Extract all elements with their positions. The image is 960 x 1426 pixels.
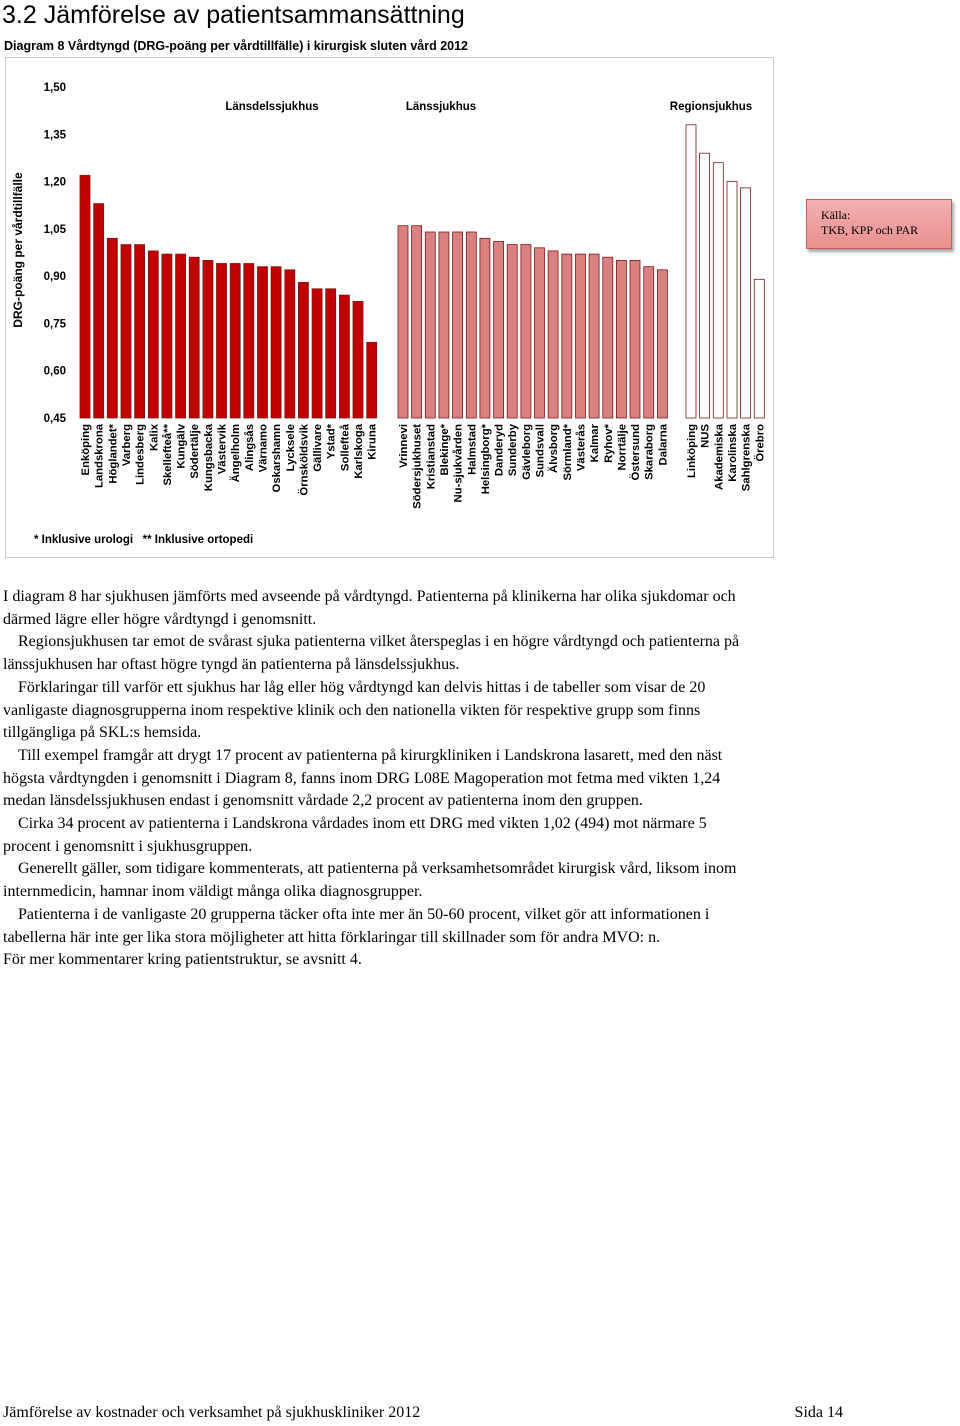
x-tick-label: Kiruna [366, 424, 379, 460]
x-tick-label: Kungälv [175, 424, 188, 469]
bar [107, 238, 117, 418]
x-tick-label: Karlskoga [353, 424, 365, 479]
x-tick-label: Örebro [754, 424, 767, 462]
y-tick-label: 0,60 [43, 365, 66, 378]
bar [521, 245, 531, 418]
x-tick-label: Oskarshamn [271, 424, 284, 493]
bar [700, 153, 710, 418]
bar [312, 289, 322, 418]
bar [576, 254, 586, 418]
y-tick-label: 1,35 [43, 129, 66, 142]
bar [727, 182, 737, 418]
x-tick-label: Lindesberg [134, 424, 147, 485]
bar [630, 260, 640, 418]
bar [507, 245, 517, 418]
bar [741, 188, 751, 418]
bar [453, 232, 463, 418]
x-tick-label: Kungsbacka [202, 424, 215, 492]
x-tick-label: NUS [699, 424, 712, 448]
x-tick-label: Gällivare [312, 424, 325, 472]
x-tick-label: Lycksele [284, 424, 297, 472]
bar [425, 232, 435, 418]
page-number: Sida 14 [794, 1404, 843, 1421]
x-tick-label: Värnamo [257, 424, 270, 473]
bar [367, 342, 377, 418]
group-label: Länsdelssjukhus [225, 101, 319, 113]
bar [686, 125, 696, 418]
footer-title: Jämförelse av kostnader och verksamhet på sjukhuskliniker 2012 [3, 1404, 421, 1421]
x-tick-label: Örnsköldsvik [298, 424, 311, 496]
x-tick-label: Västerås [575, 424, 588, 472]
x-tick-label: Nu-sjukvården [452, 424, 465, 503]
group-label: Länssjukhus [405, 101, 477, 113]
x-tick-label: Södertälje [189, 424, 202, 479]
x-tick-label: Sörmland* [561, 424, 574, 481]
x-tick-label: Sahlgrenska [740, 424, 753, 492]
x-tick-label: Ystad* [325, 424, 338, 460]
bar [644, 267, 654, 418]
x-tick-label: Sundsvall [534, 424, 547, 478]
x-tick-label: Ängelholm [230, 424, 243, 483]
y-tick-label: 1,50 [43, 82, 66, 94]
bar [135, 245, 145, 418]
bar [548, 251, 558, 418]
x-tick-label: Södersjukhuset [411, 424, 424, 509]
bar [189, 257, 199, 418]
bar [271, 267, 281, 418]
x-tick-label: Vrinnevi [398, 424, 410, 468]
source-label: Källa: [821, 208, 851, 222]
x-tick-label: Blekinge* [438, 424, 451, 476]
bar [398, 226, 408, 418]
y-tick-label: 0,75 [43, 318, 66, 331]
bar [603, 257, 613, 418]
bar [353, 301, 363, 418]
section-heading: 3.2 Jämförelse av patientsammansättning [2, 1, 465, 29]
x-tick-label: Dalarna [657, 424, 670, 466]
x-tick-label: Östersund [630, 424, 642, 481]
body-paragraph: För mer kommentarer kring patientstruktur, se avsnitt 4. [3, 951, 362, 969]
group-label: Regionsjukhus [669, 101, 753, 113]
y-tick-label: 1,05 [43, 223, 66, 236]
x-tick-label: Kalmar [589, 424, 602, 463]
bar [657, 270, 667, 418]
bar [176, 254, 186, 418]
x-tick-label: Akademiska [713, 424, 726, 490]
x-tick-label: Varberg [120, 424, 133, 467]
x-tick-label: Älvsborg [548, 424, 561, 473]
bar [439, 232, 449, 418]
bar-chart [0, 0, 960, 570]
x-tick-label: Enköping [80, 424, 92, 476]
bar [162, 254, 172, 418]
bar [480, 238, 490, 418]
body-paragraph: Generellt gäller, som tidigare kommenterats, att patienterna på verksamhetsområdet kirurgisk vård, liksom inom internmedicin, hamnar inom väldigt många olika diagnosgrupper. [3, 860, 737, 901]
x-tick-label: Skellefteå** [161, 424, 174, 486]
x-tick-label: Linköping [686, 424, 698, 478]
x-tick-label: Sollefteå [339, 424, 352, 472]
body-paragraph: Cirka 34 procent av patienterna i Landskrona vårdades inom ett DRG med vikten 1,02 (494) mot närmare 5 procent i genomsnitt i sjukhusgruppen. [3, 815, 707, 855]
bar [203, 260, 213, 418]
x-tick-label: Landskrona [93, 424, 106, 489]
x-tick-label: Karolinska [727, 424, 739, 482]
body-paragraph: Regionsjukhusen tar emot de svårast sjuka patienterna vilket återspeglas i en högre vårdtyngd och patienterna på länssjukhusen har oftast högre tyngd än patienterna på länsdelssjukhus. [3, 633, 740, 674]
x-tick-label: Ryhov* [602, 424, 615, 463]
x-tick-label: Höglandet* [107, 424, 120, 484]
bar [258, 267, 268, 418]
chart-title: Diagram 8 Vårdtyngd (DRG-poäng per vårdtillfälle) i kirurgisk sluten vård 2012 [4, 39, 469, 53]
bar [466, 232, 476, 418]
bar [494, 242, 504, 419]
bar [339, 295, 349, 418]
bar [589, 254, 599, 418]
bar [285, 270, 295, 418]
body-paragraph: I diagram 8 har sjukhusen jämförts med avseende på vårdtyngd. Patienterna på klinikerna har olika sjukdomar och därmed lägre eller högre vårdtyngd i genomsnitt. [3, 588, 736, 628]
body-paragraph: Till exempel framgår att drygt 17 procent av patienterna på kirurgkliniken i Landskrona lasarett, med den näst högsta vårdtyngden i genomsnitt i Diagram 8, fanns inom DRG L08E Magoperation mot fetma med vikten 1,24 medan länsdelssjukhusen endast i genomsnitt vårdade 2,2 procent av patienterna inom den gruppen. [3, 746, 723, 810]
x-tick-label: Gävleborg [520, 424, 533, 480]
chart-footnote: * Inklusive urologi ** Inklusive ortopedi [34, 534, 254, 546]
bar [94, 204, 104, 418]
bar [713, 163, 723, 418]
bar [298, 282, 308, 418]
body-paragraph: Patienterna i de vanligaste 20 grupperna täcker ofta inte mer än 50-60 procent, vilket gör att informationen i tabellerna här inte ger lika stora möjligheter att hitta förklaringar till skillnader som för andra MVO: n. [3, 905, 710, 946]
bar [121, 245, 131, 418]
x-tick-label: Danderyd [493, 424, 506, 477]
bar [412, 226, 422, 418]
bar [148, 251, 158, 418]
x-tick-label: Sunderby [507, 424, 520, 477]
source-text: TKB, KPP och PAR [821, 223, 919, 237]
bar [562, 254, 572, 418]
bar [754, 279, 764, 418]
x-tick-label: Halmstad [466, 424, 479, 475]
bar [230, 264, 240, 419]
y-tick-label: 1,20 [43, 176, 66, 189]
bar [616, 260, 626, 418]
source-box [806, 199, 952, 249]
x-tick-label: Norrtälje [616, 424, 629, 471]
y-axis-label: DRG-poäng per vårdtillfälle [11, 172, 25, 328]
y-tick-label: 0,45 [43, 413, 66, 425]
x-tick-label: Helsingborg* [479, 424, 492, 495]
x-tick-label: Skaraborg [643, 424, 656, 480]
x-tick-label: Alingsås [243, 424, 256, 472]
bar [217, 264, 227, 419]
x-tick-label: Kalix [148, 424, 161, 452]
bar [80, 175, 90, 418]
x-tick-label: Västervik [216, 424, 229, 475]
y-tick-label: 0,90 [43, 271, 66, 284]
bar [326, 289, 336, 418]
body-text [3, 586, 758, 972]
body-paragraph: Förklaringar till varför ett sjukhus har låg eller hög vårdtyngd kan delvis hittas i de tabeller som visar de 20 vanligaste diagnosgrupperna inom respektive klinik och den nationella vikten för respektive grupp som finns tillgängliga på SKL:s hemsida. [3, 678, 706, 742]
bar [535, 248, 545, 418]
bar [244, 264, 254, 419]
x-tick-label: Kristianstad [425, 424, 438, 490]
